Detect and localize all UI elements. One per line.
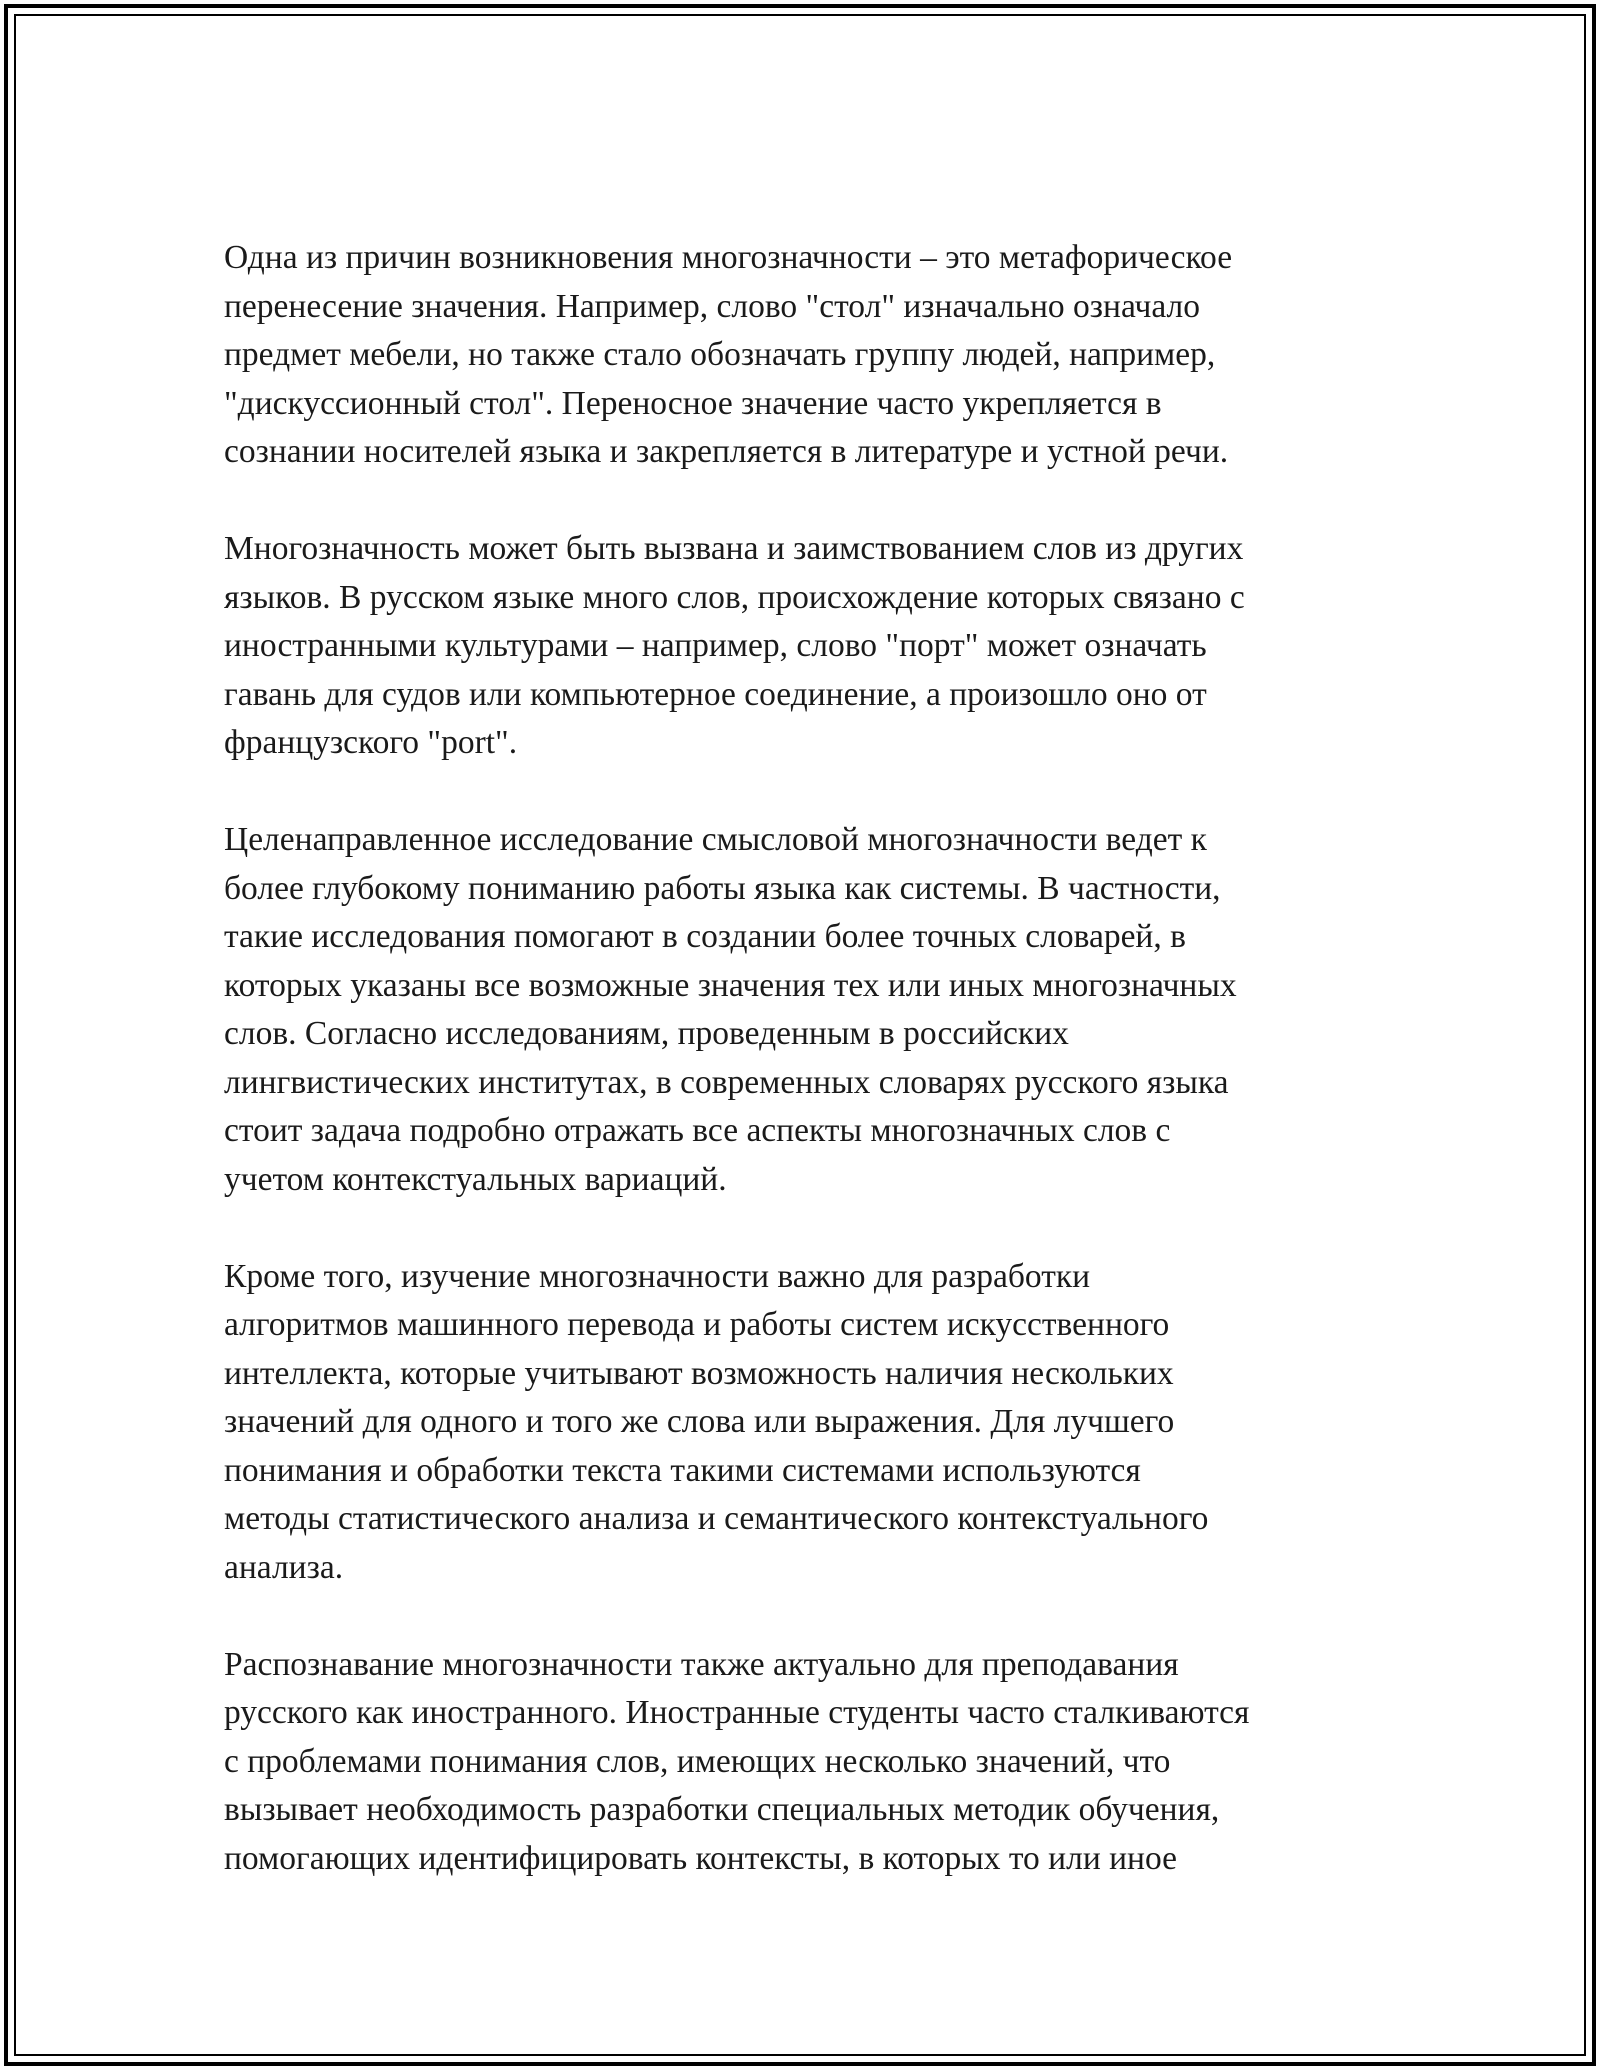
text-line: "дискуссионный стол". Переносное значение часто укрепляется в [224, 384, 1162, 422]
text-line: русского как иностранного. Иностранные студенты часто сталкиваются [224, 1694, 1250, 1731]
text-line: такие исследования помогают в создании более точных словарей, в [224, 918, 1186, 955]
text-line: методы статистического анализа и семантического контекстуального [224, 1500, 1209, 1537]
text-line: учетом контекстуальных вариаций. [224, 1160, 727, 1198]
text-line: алгоритмов машинного перевода и работы систем искусственного [224, 1306, 1170, 1343]
text-line: интеллекта, которые учитывают возможность наличия нескольких [224, 1354, 1174, 1392]
text-line: языков. В русском языке много слов, происхождение которых связано с [224, 578, 1245, 616]
paragraph-metaphor [224, 234, 1384, 477]
text-line: анализа. [224, 1548, 344, 1586]
paragraph-borrowing [224, 525, 1384, 768]
text-line: перенесение значения. Например, слово "стол" изначально означало [224, 287, 1200, 325]
text-line: гавань для судов или компьютерное соединение, а произошло оно от [224, 675, 1207, 713]
text-line: помогающих идентифицировать контексты, в которых то или иное [224, 1839, 1177, 1877]
text-line: сознании носителей языка и закрепляется в литературе и устной речи. [224, 433, 1229, 470]
text-line: более глубокому пониманию работы языка как системы. В частности, [224, 869, 1221, 907]
text-line: Многозначность может быть вызвана и заимствованием слов из других [224, 530, 1244, 567]
text-line: Целенаправленное исследование смысловой многозначности ведет к [224, 821, 1207, 858]
paragraph-teaching [224, 1641, 1384, 1884]
text-line: понимания и обработки текста такими системами используются [224, 1451, 1141, 1489]
text-line: иностранными культурами – например, слово "порт" может означать [224, 627, 1207, 664]
paragraph-research [224, 816, 1384, 1204]
text-line: слов. Согласно исследованиям, проведенным в российских [224, 1015, 1069, 1052]
text-line: стоит задача подробно отражать все аспекты многозначных слов с [224, 1112, 1171, 1149]
text-line: лингвистических институтах, в современных словарях русского языка [224, 1063, 1229, 1101]
text-line: Кроме того, изучение многозначности важно для разработки [224, 1257, 1091, 1295]
text-line: значений для одного и того же слова или выражения. Для лучшего [224, 1403, 1175, 1440]
text-line: которых указаны все возможные значения тех или иных многозначных [224, 966, 1237, 1004]
paragraph-machine-translation [224, 1253, 1384, 1593]
text-line: предмет мебели, но также стало обозначать группу людей, например, [224, 336, 1216, 373]
text-line: вызывает необходимость разработки специальных методик обучения, [224, 1791, 1220, 1828]
text-line: французского "port". [224, 724, 518, 761]
document-body [224, 234, 1384, 1932]
text-line: с проблемами понимания слов, имеющих несколько значений, что [224, 1742, 1171, 1780]
text-line: Распознавание многозначности также актуально для преподавания [224, 1645, 1179, 1683]
text-line: Одна из причин возникновения многозначности – это метафорическое [224, 239, 1233, 276]
